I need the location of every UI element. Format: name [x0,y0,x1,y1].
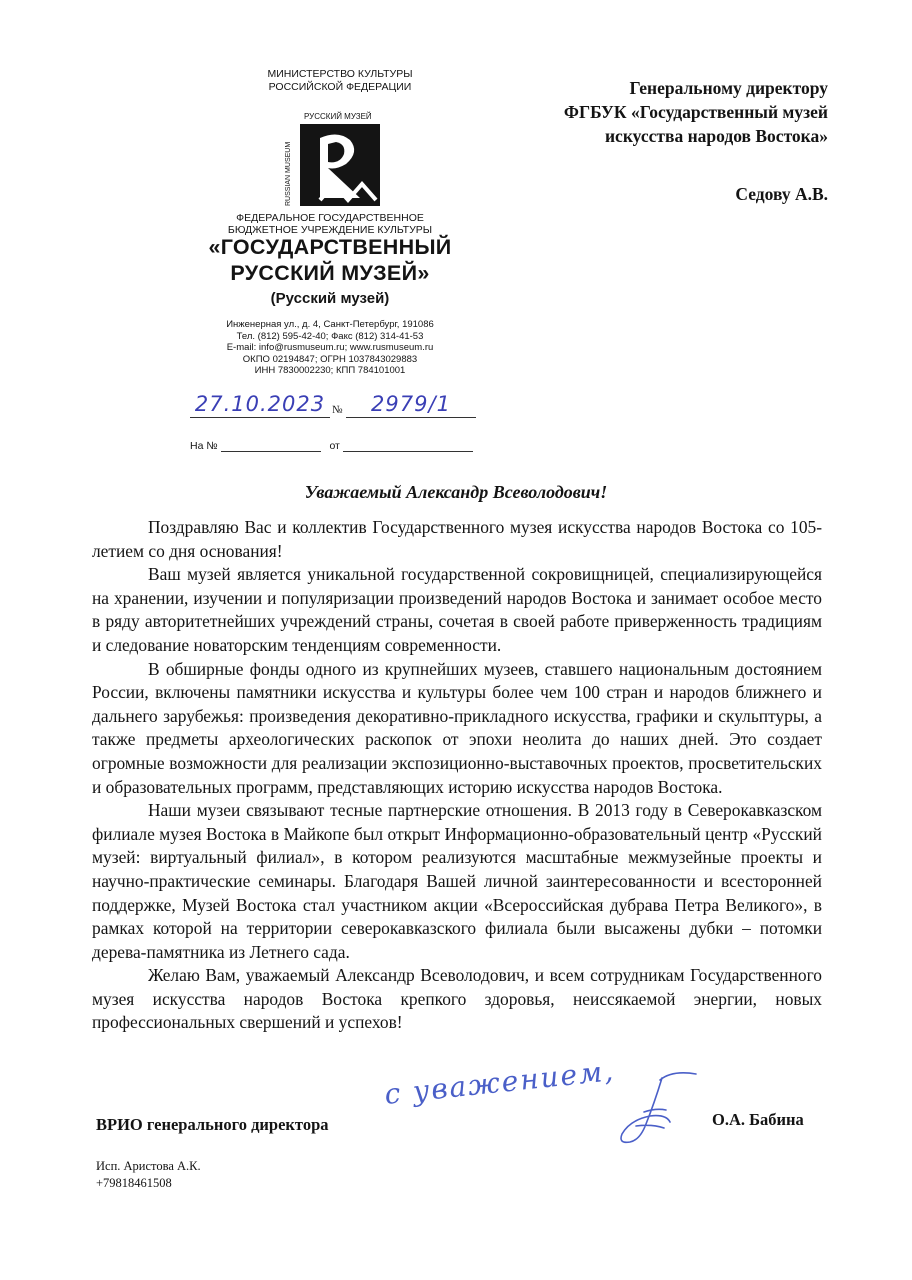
paragraph: Желаю Вам, уважаемый Александр Всеволодович, и всем сотрудникам Государственного музея искусства народов Востока крепкого здоровья, неиссякаемой энергии, новых профессиональных свершений и успехов! [92,965,822,1033]
contact-details [160,319,500,377]
ministry-header [210,68,470,94]
org-type-line-1: ФЕДЕРАЛЬНОЕ ГОСУДАРСТВЕННОЕ [236,212,424,224]
addressee-line-3: искусства народов Востока» [604,126,828,146]
reference-number-blank [221,440,321,452]
organization-name [150,234,510,286]
addressee-line-2: ФГБУК «Государственный музей [563,102,828,122]
paragraph: Поздравляю Вас и коллектив Государственного музея искусства народов Востока со 105-летием со дня основания! [92,517,822,561]
registry-codes-2: ИНН 7830002230; КПП 784101001 [254,365,406,377]
executor-phone: +79818461508 [96,1176,172,1190]
email-website: E-mail: info@rusmuseum.ru; www.rusmuseum.ru [226,342,434,354]
organization-short-name: (Русский музей) [270,290,390,307]
registry-codes-1: ОКПО 02194847; ОГРН 1037843029883 [242,353,418,365]
handwritten-signature [600,1064,710,1154]
reference-number-label: На № [190,440,218,452]
organization-type [150,212,510,236]
org-name-line-2: РУССКИЙ МУЗЕЙ» [230,261,430,285]
paragraph: Наши музеи связывают тесные партнерские отношения. В 2013 году в Северокавказском филиале музея Востока в Майкопе был открыт Информационно-образовательный центр «Русский музей: виртуальный филиал», в котором реализуются масштабные межмузейные проекты и научно-практические семинары. Благодаря Вашей личной заинтересованности и всесторонней поддержке, Музей Востока стал участником акции «Всероссийская дубрава Петра Великого», в рамках которой на территории северокавказского филиала были высажены дубки – потомки дерева-памятника из Летнего сада. [92,800,822,962]
paragraph: В обширные фонды одного из крупнейших музеев, ставшего национальным достоянием России, включены памятники искусства и культуры более чем 100 стран и народов ближнего и дальнего зарубежья: произведения декоративно-прикладного искусства, графики и скульптуры, а также предметы археологических раскопок от эпохи неолита до наших дней. Это создает огромные возможности для реализации экспозиционно-выставочных проектов, просветительских и образовательных программ, представляющих историю искусства народов Востока. [92,658,822,797]
russian-museum-logo [276,110,386,214]
phone-fax: Тел. (812) 595-42-40; Факс (812) 314-41-53 [236,330,424,342]
handwritten-closing: с уважением, [382,1053,617,1112]
letter-body [92,516,822,1035]
signer-name: О.А. Бабина [712,1110,804,1129]
addressee-line-1: Генеральному директору [629,78,828,98]
logo-label-en: RUSSIAN MUSEUM [285,141,292,206]
logo-label-ru: РУССКИЙ МУЗЕЙ [304,112,372,121]
addressee-name: Седову А.В. [735,184,828,204]
reference-date-label: от [329,440,340,452]
org-type-line-2: БЮДЖЕТНОЕ УЧРЕЖДЕНИЕ КУЛЬТУРЫ [227,224,433,236]
addressee-block [508,76,828,148]
outgoing-number: 2979/1 [346,392,476,418]
ministry-line-1: МИНИСТЕРСТВО КУЛЬТУРЫ [267,68,413,80]
signer-title: ВРИО генерального директора [96,1115,329,1134]
salutation: Уважаемый Александр Всеволодович! [304,482,608,502]
outgoing-date: 27.10.2023 [190,392,330,418]
executor-block [96,1158,201,1192]
paragraph: Ваш музей является уникальной государственной сокровищницей, специализирующейся на хранении, изучении и популяризации произведений народов Востока и занимает особое место в ряду авторитетнейших учреждений страны, сочетая в своей работе приверженность традициям и следование новаторским тенденциям современности. [92,564,822,655]
address: Инженерная ул., д. 4, Санкт-Петербург, 191086 [226,319,434,330]
ministry-line-2: РОССИЙСКОЙ ФЕДЕРАЦИИ [268,81,412,93]
reference-line [190,440,473,452]
org-name-line-1: «ГОСУДАРСТВЕННЫЙ [208,235,452,259]
reference-date-blank [343,440,473,452]
outgoing-number-label: № [332,404,343,416]
executor-name: Исп. Аристова А.К. [96,1159,201,1173]
